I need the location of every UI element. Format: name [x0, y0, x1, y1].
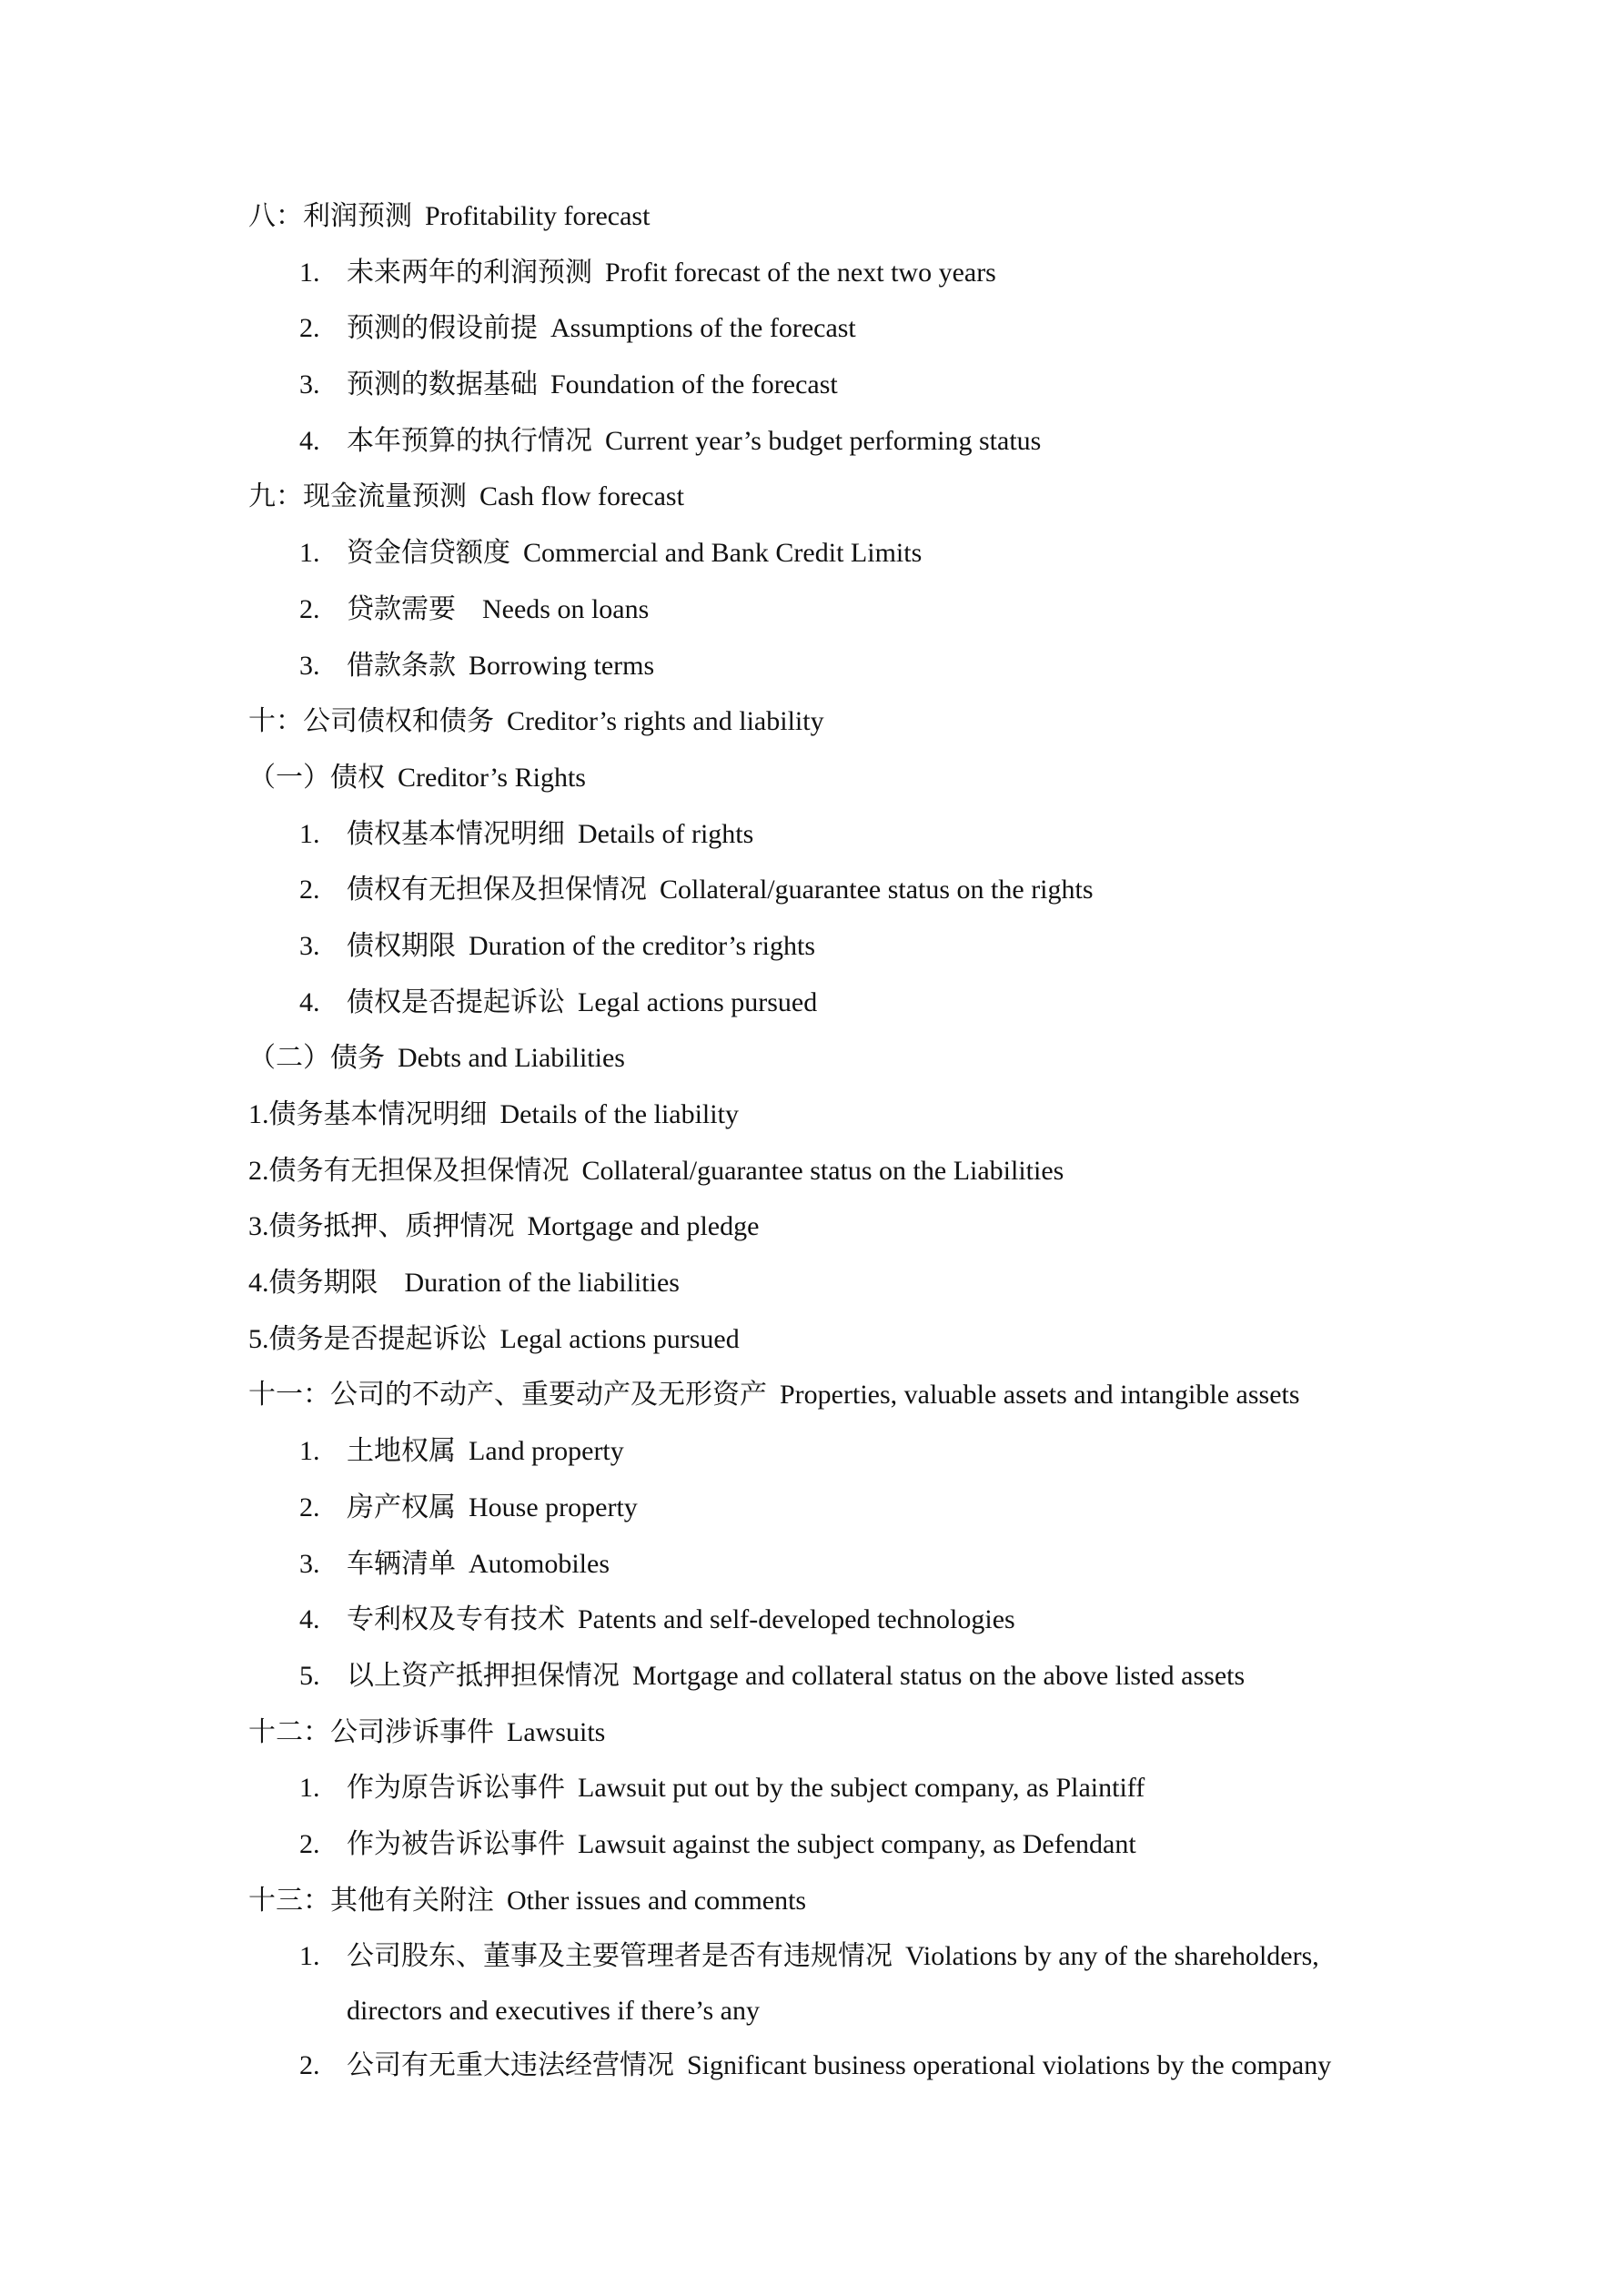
english-text: Duration of the creditor’s rights: [469, 930, 816, 961]
chinese-text: 作为被告诉讼事件: [347, 1828, 565, 1859]
english-text: directors and executives if there’s any: [347, 1996, 760, 2026]
chinese-text: 预测的假设前提: [347, 313, 538, 344]
chinese-text: 3.债务抵押、质押情况: [248, 1211, 515, 1242]
section-heading: [248, 1367, 1431, 1423]
item-number: 3.: [299, 369, 320, 400]
list-item: [248, 1760, 1431, 1816]
list-item: [248, 413, 1431, 470]
chinese-text: （二）债务: [248, 1043, 385, 1074]
chinese-text: 十二：公司涉诉事件: [248, 1716, 494, 1747]
english-text: Violations by any of the shareholders,: [905, 1941, 1319, 1972]
english-text: Collateral/guarantee status on the Liabilities: [581, 1155, 1064, 1186]
english-text: Assumptions of the forecast: [550, 313, 856, 344]
section-heading: [248, 1873, 1431, 1929]
chinese-text: 5.债务是否提起诉讼: [248, 1323, 488, 1354]
document-body: [248, 188, 1431, 2094]
list-item-continuation: [248, 1985, 1431, 2038]
english-text: Creditor’s rights and liability: [507, 706, 824, 737]
chinese-text: 2.债务有无担保及担保情况: [248, 1155, 570, 1186]
section-heading: [248, 1704, 1431, 1761]
english-text: Automobiles: [469, 1548, 610, 1579]
chinese-text: 贷款需要: [347, 593, 456, 624]
item-number: 1.: [299, 538, 320, 569]
section-heading: [248, 1143, 1431, 1199]
english-text: Needs on loans: [469, 593, 650, 624]
section-heading: [248, 1199, 1431, 1255]
item-number: 4.: [299, 986, 320, 1017]
list-item: [248, 525, 1431, 582]
chinese-text: （一）债权: [248, 762, 385, 793]
english-text: Profit forecast of the next two years: [605, 257, 996, 288]
chinese-text: 未来两年的利润预测: [347, 257, 592, 288]
english-text: Land property: [469, 1436, 624, 1467]
english-text: Lawsuit against the subject company, as Defendant: [578, 1828, 1136, 1859]
chinese-text: 八：利润预测: [248, 201, 412, 231]
list-item: [248, 638, 1431, 694]
chinese-text: 债权有无担保及担保情况: [347, 875, 647, 905]
english-text: Properties, valuable assets and intangible assets: [780, 1380, 1300, 1411]
chinese-text: 公司有无重大违法经营情况: [347, 2050, 674, 2080]
section-heading: [248, 1030, 1431, 1087]
english-text: Creditor’s Rights: [398, 762, 586, 793]
english-text: Mortgage and pledge: [527, 1211, 760, 1242]
list-item: [248, 1816, 1431, 1873]
english-text: Commercial and Bank Credit Limits: [523, 538, 923, 569]
chinese-text: 债权基本情况明细: [347, 818, 565, 849]
english-text: Significant business operational violations by the company: [687, 2050, 1332, 2080]
english-text: Cash flow forecast: [479, 481, 684, 512]
chinese-text: 十：公司债权和债务: [248, 706, 494, 737]
item-number: 2.: [299, 593, 320, 624]
list-item: [248, 1480, 1431, 1536]
english-text: Patents and self-developed technologies: [578, 1604, 1015, 1635]
chinese-text: 公司股东、董事及主要管理者是否有违规情况: [347, 1941, 893, 1972]
list-item: [248, 1648, 1431, 1704]
section-heading: [248, 1255, 1431, 1311]
item-number: 3.: [299, 1548, 320, 1579]
chinese-text: 专利权及专有技术: [347, 1604, 565, 1635]
list-item: [248, 2038, 1431, 2094]
list-item: [248, 1592, 1431, 1648]
english-text: Lawsuits: [507, 1716, 606, 1747]
chinese-text: 本年预算的执行情况: [347, 425, 592, 456]
chinese-text: 九：现金流量预测: [248, 481, 467, 512]
list-item: [248, 300, 1431, 357]
item-number: 2.: [299, 313, 320, 344]
chinese-text: 债权是否提起诉讼: [347, 986, 565, 1017]
chinese-text: 车辆清单: [347, 1548, 456, 1579]
section-heading: [248, 188, 1431, 245]
item-number: 2.: [299, 1492, 320, 1522]
english-text: Legal actions pursued: [578, 986, 818, 1017]
english-text: Borrowing terms: [469, 650, 655, 681]
item-number: 1.: [299, 257, 320, 288]
chinese-text: 债权期限: [347, 930, 456, 961]
list-item: [248, 918, 1431, 975]
item-number: 4.: [299, 425, 320, 456]
item-number: 3.: [299, 650, 320, 681]
list-item: [248, 245, 1431, 301]
english-text: Details of rights: [578, 818, 754, 849]
item-number: 2.: [299, 2050, 320, 2080]
item-number: 5.: [299, 1660, 320, 1691]
list-item: [248, 975, 1431, 1031]
list-item: [248, 582, 1431, 638]
chinese-text: 资金信贷额度: [347, 538, 510, 569]
section-heading: [248, 1311, 1431, 1368]
chinese-text: 十三：其他有关附注: [248, 1885, 494, 1916]
english-text: Details of the liability: [499, 1099, 739, 1129]
item-number: 1.: [299, 818, 320, 849]
item-number: 3.: [299, 930, 320, 961]
english-text: Duration of the liabilities: [390, 1268, 680, 1299]
item-number: 4.: [299, 1604, 320, 1635]
english-text: House property: [469, 1492, 638, 1522]
item-number: 1.: [299, 1436, 320, 1467]
english-text: Other issues and comments: [507, 1885, 807, 1916]
item-number: 1.: [299, 1941, 320, 1972]
section-heading: [248, 750, 1431, 806]
english-text: Legal actions pursued: [499, 1323, 740, 1354]
chinese-text: 4.债务期限: [248, 1268, 378, 1299]
item-number: 1.: [299, 1773, 320, 1804]
chinese-text: 以上资产抵押担保情况: [347, 1660, 620, 1691]
english-text: Profitability forecast: [425, 201, 651, 231]
list-item: [248, 1928, 1431, 1985]
list-item: [248, 1423, 1431, 1480]
chinese-text: 土地权属: [347, 1436, 456, 1467]
english-text: Current year’s budget performing status: [605, 425, 1042, 456]
section-heading: [248, 469, 1431, 525]
chinese-text: 借款条款: [347, 650, 456, 681]
section-heading: [248, 693, 1431, 750]
chinese-text: 1.债务基本情况明细: [248, 1099, 488, 1129]
item-number: 2.: [299, 875, 320, 905]
list-item: [248, 357, 1431, 413]
english-text: Foundation of the forecast: [550, 369, 838, 400]
chinese-text: 十一：公司的不动产、重要动产及无形资产: [248, 1380, 767, 1411]
english-text: Collateral/guarantee status on the rights: [660, 875, 1094, 905]
list-item: [248, 862, 1431, 918]
list-item: [248, 1536, 1431, 1593]
english-text: Lawsuit put out by the subject company, as Plaintiff: [578, 1773, 1145, 1804]
chinese-text: 预测的数据基础: [347, 369, 538, 400]
chinese-text: 作为原告诉讼事件: [347, 1773, 565, 1804]
section-heading: [248, 1087, 1431, 1143]
chinese-text: 房产权属: [347, 1492, 456, 1522]
item-number: 2.: [299, 1828, 320, 1859]
english-text: Debts and Liabilities: [398, 1043, 625, 1074]
english-text: Mortgage and collateral status on the above listed assets: [632, 1660, 1246, 1691]
list-item: [248, 806, 1431, 863]
